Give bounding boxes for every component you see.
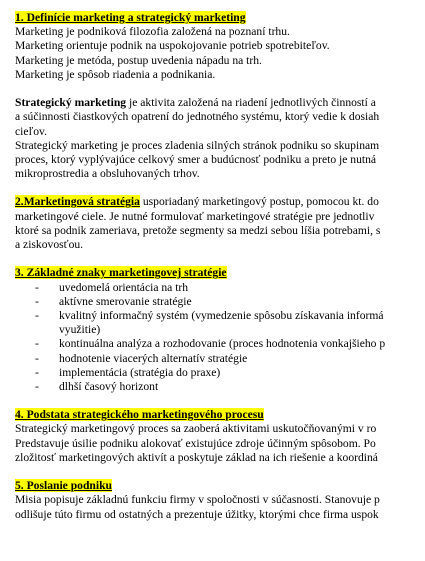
list-item-text: kontinuálna analýza a rozhodovanie (proces hodnotenia vonkajšieho p [59, 337, 386, 351]
section-1-heading-line [15, 11, 425, 25]
document-page [15, 11, 425, 522]
list-item-text: kvalitný informačný systém (vymedzenie spôsobu získavania informá [59, 308, 384, 322]
section-3-heading: 3. Základné znaky marketingovej stratégie [15, 266, 227, 280]
dash-bullet: - [35, 294, 39, 308]
paragraph-gap [15, 82, 425, 96]
section-2-heading: 2.Marketingová stratégia [15, 195, 140, 209]
paragraph-line: cieľov. [15, 124, 47, 138]
paragraph-line: Strategický marketingový proces sa zaoberá aktivitami uskutočňovanými v ro [15, 422, 377, 436]
list-item-text: implementácia (stratégia do praxe) [59, 365, 221, 379]
paragraph-line: Marketing je podniková filozofia založená na poznaní trhu. [15, 25, 290, 39]
dash-bullet: - [35, 308, 39, 322]
list-item-text-continuation: využitie) [59, 323, 101, 337]
list-item-text: dlhší časový horizont [59, 379, 159, 393]
paragraph-line: Marketing je metóda, postup uvedenia nápadu na trh. [15, 53, 262, 67]
strategic-marketing-line [15, 96, 425, 110]
section-5-heading-line [15, 479, 425, 493]
list-item [15, 295, 425, 309]
list-item [15, 366, 425, 380]
strategic-marketing-term: Strategický marketing [15, 96, 127, 110]
section-4-heading-line [15, 408, 425, 422]
paragraph-line: Marketing je spôsob riadenia a podnikania. [15, 67, 216, 81]
paragraph-line: marketingové ciele. Je nutné formulovať marketingové stratégie pre jednotliv [15, 209, 375, 223]
dash-bullet: - [35, 351, 39, 365]
paragraph-line: a súčinnosti čiastkových opatrení do jednotného systému, ktorý vedie k dosiah [15, 110, 380, 124]
dash-bullet: - [35, 379, 39, 393]
paragraph-line: zložitosť marketingových aktivít a poskytuje základ na ich riešenie a koordiná [15, 450, 378, 464]
list-item [15, 281, 425, 295]
list-item [15, 380, 425, 394]
paragraph-line: odlišuje túto firmu od ostatných a prezentuje úžitky, ktorými chce firma uspok [15, 507, 379, 521]
section-4-heading: 4. Podstata strategického marketingového procesu [15, 408, 264, 422]
strategy-features-list [15, 281, 425, 395]
paragraph-gap [15, 465, 425, 479]
list-item [15, 309, 425, 337]
paragraph-line: a ziskovosťou. [15, 238, 84, 251]
list-item [15, 337, 425, 351]
list-item-text: uvedomelá orientácia na trh [59, 280, 189, 294]
paragraph-line: Misia popisuje základnú funkciu firmy v spoločnosti v súčasnosti. Stanovuje p [15, 493, 380, 507]
section-2-heading-line [15, 195, 425, 209]
paragraph-line: mikroprostredia a obsluhovaných trhov. [15, 167, 200, 181]
paragraph-line: Predstavuje úsilie podniku alokovať existujúce zdroje účinným spôsobom. Po [15, 436, 376, 450]
dash-bullet: - [35, 337, 39, 351]
section-5-heading: 5. Poslanie podniku [15, 479, 112, 493]
paragraph-line: Strategický marketing je proces zladenia silných stránok podniku so skupinam [15, 138, 380, 152]
dash-bullet: - [35, 280, 39, 294]
section-3-heading-line [15, 266, 425, 280]
paragraph-line: proces, ktorý vyplývajúce celkový smer a budúcnosť podniku a preto je nutná [15, 152, 377, 166]
paragraph-line: ktoré sa podnik zameriava, pretože segmenty sa medzi sebou líšia potrebami, s [15, 223, 381, 237]
section-1-heading: 1. Definície marketing a strategický marketing [15, 11, 246, 24]
paragraph-gap [15, 394, 425, 408]
paragraph-gap [15, 252, 425, 266]
paragraph-text: usporiadaný marketingový postup, pomocou kt. do [139, 195, 379, 209]
dash-bullet: - [35, 365, 39, 379]
list-item-text: hodnotenie viacerých alternatív stratégie [59, 351, 248, 365]
list-item-text: aktívne smerovanie stratégie [59, 294, 192, 308]
list-item [15, 352, 425, 366]
paragraph-gap [15, 181, 425, 195]
paragraph-text: je aktivita založená na riadení jednotlivých činností a [126, 96, 376, 110]
paragraph-line: Marketing orientuje podnik na uspokojovanie potrieb spotrebiteľov. [15, 39, 330, 53]
